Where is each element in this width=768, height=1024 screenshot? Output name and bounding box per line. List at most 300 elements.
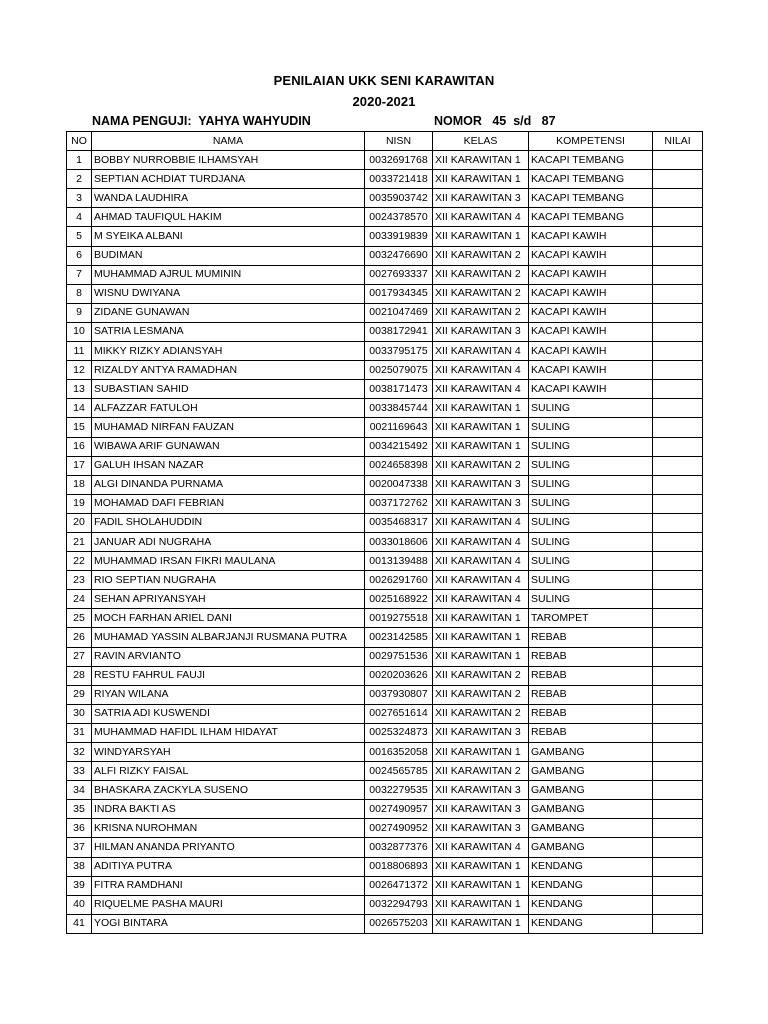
cell-nilai xyxy=(653,800,703,819)
cell-no: 22 xyxy=(67,552,92,571)
assessment-table xyxy=(66,131,703,934)
cell-kompetensi: KACAPI KAWIH xyxy=(529,284,653,303)
cell-kelas: XII KARAWITAN 1 xyxy=(433,895,529,914)
column-header-nisn: NISN xyxy=(365,132,433,151)
cell-nilai xyxy=(653,475,703,494)
cell-kompetensi: KACAPI KAWIH xyxy=(529,265,653,284)
cell-kelas: XII KARAWITAN 4 xyxy=(433,532,529,551)
table-row xyxy=(67,151,703,170)
cell-nama: AHMAD TAUFIQUL HAKIM xyxy=(92,208,365,227)
cell-no: 40 xyxy=(67,895,92,914)
table-row xyxy=(67,303,703,322)
table-row xyxy=(67,704,703,723)
cell-kelas: XII KARAWITAN 2 xyxy=(433,265,529,284)
table-row xyxy=(67,800,703,819)
cell-nisn: 0033018606 xyxy=(365,532,433,551)
cell-nisn: 0035468317 xyxy=(365,513,433,532)
cell-nama: MUHAMMAD IRSAN FIKRI MAULANA xyxy=(92,552,365,571)
table-row xyxy=(67,456,703,475)
cell-nilai xyxy=(653,456,703,475)
cell-no: 27 xyxy=(67,647,92,666)
cell-nilai xyxy=(653,914,703,933)
cell-no: 10 xyxy=(67,322,92,341)
cell-nilai xyxy=(653,876,703,895)
cell-kelas: XII KARAWITAN 1 xyxy=(433,151,529,170)
examiner-name: YAHYA WAHYUDIN xyxy=(198,114,311,128)
cell-no: 24 xyxy=(67,590,92,609)
cell-kompetensi: REBAB xyxy=(529,666,653,685)
cell-nilai xyxy=(653,189,703,208)
table-row xyxy=(67,265,703,284)
cell-kompetensi: SULING xyxy=(529,494,653,513)
cell-kompetensi: KACAPI KAWIH xyxy=(529,380,653,399)
column-header-nama: NAMA xyxy=(92,132,365,151)
table-header xyxy=(67,132,703,151)
cell-kompetensi: REBAB xyxy=(529,647,653,666)
cell-nisn: 0038172941 xyxy=(365,322,433,341)
cell-nilai xyxy=(653,151,703,170)
cell-nilai xyxy=(653,399,703,418)
cell-nama: ALGI DINANDA PURNAMA xyxy=(92,475,365,494)
table-row xyxy=(67,647,703,666)
cell-nama: SATRIA LESMANA xyxy=(92,322,365,341)
cell-no: 15 xyxy=(67,418,92,437)
cell-nisn: 0025079075 xyxy=(365,361,433,380)
cell-nisn: 0027490952 xyxy=(365,819,433,838)
cell-nama: RESTU FAHRUL FAUJI xyxy=(92,666,365,685)
cell-nisn: 0021169643 xyxy=(365,418,433,437)
cell-nama: ADITIYA PUTRA xyxy=(92,857,365,876)
cell-nama: RIZALDY ANTYA RAMADHAN xyxy=(92,361,365,380)
cell-no: 3 xyxy=(67,189,92,208)
cell-no: 13 xyxy=(67,380,92,399)
cell-nisn: 0037930807 xyxy=(365,685,433,704)
cell-kelas: XII KARAWITAN 4 xyxy=(433,380,529,399)
cell-nama: WINDYARSYAH xyxy=(92,743,365,762)
cell-kompetensi: GAMBANG xyxy=(529,762,653,781)
cell-nilai xyxy=(653,380,703,399)
cell-nilai xyxy=(653,571,703,590)
cell-nilai xyxy=(653,685,703,704)
cell-kelas: XII KARAWITAN 1 xyxy=(433,418,529,437)
examiner-label: NAMA PENGUJI: xyxy=(92,114,192,128)
table-row xyxy=(67,361,703,380)
table-row xyxy=(67,227,703,246)
cell-nisn: 0032691768 xyxy=(365,151,433,170)
cell-nama: KRISNA NUROHMAN xyxy=(92,819,365,838)
cell-kelas: XII KARAWITAN 3 xyxy=(433,494,529,513)
cell-nama: RIO SEPTIAN NUGRAHA xyxy=(92,571,365,590)
cell-no: 34 xyxy=(67,781,92,800)
cell-kelas: XII KARAWITAN 4 xyxy=(433,590,529,609)
cell-kompetensi: GAMBANG xyxy=(529,838,653,857)
cell-nisn: 0024378570 xyxy=(365,208,433,227)
cell-nisn: 0032877376 xyxy=(365,838,433,857)
cell-kelas: XII KARAWITAN 2 xyxy=(433,246,529,265)
table-row xyxy=(67,418,703,437)
cell-kelas: XII KARAWITAN 1 xyxy=(433,876,529,895)
cell-nama: SUBASTIAN SAHID xyxy=(92,380,365,399)
cell-nisn: 0020047338 xyxy=(365,475,433,494)
cell-nilai xyxy=(653,666,703,685)
cell-kelas: XII KARAWITAN 4 xyxy=(433,838,529,857)
cell-kelas: XII KARAWITAN 3 xyxy=(433,781,529,800)
cell-kelas: XII KARAWITAN 1 xyxy=(433,609,529,628)
cell-kompetensi: REBAB xyxy=(529,723,653,742)
cell-nisn: 0020203626 xyxy=(365,666,433,685)
cell-nilai xyxy=(653,628,703,647)
cell-nama: ALFAZZAR FATULOH xyxy=(92,399,365,418)
cell-kompetensi: SULING xyxy=(529,418,653,437)
table-row xyxy=(67,284,703,303)
cell-no: 21 xyxy=(67,532,92,551)
table-row xyxy=(67,552,703,571)
table-row xyxy=(67,914,703,933)
table-row xyxy=(67,609,703,628)
cell-no: 14 xyxy=(67,399,92,418)
cell-nama: SEHAN APRIYANSYAH xyxy=(92,590,365,609)
cell-nilai xyxy=(653,437,703,456)
cell-nama: BOBBY NURROBBIE ILHAMSYAH xyxy=(92,151,365,170)
table-row xyxy=(67,494,703,513)
cell-kompetensi: KACAPI KAWIH xyxy=(529,322,653,341)
table-row xyxy=(67,781,703,800)
cell-nisn: 0033795175 xyxy=(365,342,433,361)
cell-nisn: 0016352058 xyxy=(365,743,433,762)
table-row xyxy=(67,723,703,742)
cell-kompetensi: KACAPI TEMBANG xyxy=(529,189,653,208)
table-row xyxy=(67,189,703,208)
number-range-label: NOMOR xyxy=(434,114,482,128)
cell-kelas: XII KARAWITAN 4 xyxy=(433,361,529,380)
cell-nilai xyxy=(653,838,703,857)
cell-kompetensi: GAMBANG xyxy=(529,743,653,762)
cell-nama: SATRIA ADI KUSWENDI xyxy=(92,704,365,723)
table-row xyxy=(67,685,703,704)
cell-kompetensi: SULING xyxy=(529,475,653,494)
cell-nilai xyxy=(653,532,703,551)
academic-year: 2020-2021 xyxy=(352,94,416,109)
table-row xyxy=(67,666,703,685)
cell-kompetensi: KENDANG xyxy=(529,857,653,876)
cell-nama: BHASKARA ZACKYLA SUSENO xyxy=(92,781,365,800)
cell-nilai xyxy=(653,208,703,227)
cell-no: 16 xyxy=(67,437,92,456)
cell-nilai xyxy=(653,246,703,265)
column-header-no: NO xyxy=(67,132,92,151)
cell-no: 30 xyxy=(67,704,92,723)
cell-kompetensi: KACAPI TEMBANG xyxy=(529,151,653,170)
cell-nilai xyxy=(653,895,703,914)
cell-no: 4 xyxy=(67,208,92,227)
cell-no: 19 xyxy=(67,494,92,513)
cell-kompetensi: SULING xyxy=(529,552,653,571)
cell-nilai xyxy=(653,227,703,246)
cell-nilai xyxy=(653,647,703,666)
cell-nisn: 0026291760 xyxy=(365,571,433,590)
table-row xyxy=(67,399,703,418)
cell-nisn: 0013139488 xyxy=(365,552,433,571)
cell-nama: BUDIMAN xyxy=(92,246,365,265)
cell-nama: FADIL SHOLAHUDDIN xyxy=(92,513,365,532)
cell-nisn: 0032279535 xyxy=(365,781,433,800)
cell-kompetensi: KACAPI KAWIH xyxy=(529,227,653,246)
cell-no: 32 xyxy=(67,743,92,762)
table-row xyxy=(67,532,703,551)
cell-kelas: XII KARAWITAN 1 xyxy=(433,743,529,762)
cell-nisn: 0032294793 xyxy=(365,895,433,914)
table-row xyxy=(67,380,703,399)
cell-no: 28 xyxy=(67,666,92,685)
cell-nilai xyxy=(653,552,703,571)
cell-kelas: XII KARAWITAN 2 xyxy=(433,666,529,685)
cell-nisn: 0026471372 xyxy=(365,876,433,895)
cell-kompetensi: SULING xyxy=(529,532,653,551)
cell-nisn: 0027651614 xyxy=(365,704,433,723)
column-header-nilai: NILAI xyxy=(653,132,703,151)
cell-nama: JANUAR ADI NUGRAHA xyxy=(92,532,365,551)
column-header-kompetensi: KOMPETENSI xyxy=(529,132,653,151)
table-row xyxy=(67,208,703,227)
cell-nisn: 0018806893 xyxy=(365,857,433,876)
cell-kelas: XII KARAWITAN 3 xyxy=(433,189,529,208)
cell-nisn: 0035903742 xyxy=(365,189,433,208)
cell-no: 39 xyxy=(67,876,92,895)
cell-no: 7 xyxy=(67,265,92,284)
table-row xyxy=(67,762,703,781)
cell-nama: M SYEIKA ALBANI xyxy=(92,227,365,246)
table-row xyxy=(67,590,703,609)
table-row xyxy=(67,513,703,532)
cell-kelas: XII KARAWITAN 4 xyxy=(433,513,529,532)
cell-nama: ZIDANE GUNAWAN xyxy=(92,303,365,322)
table-body xyxy=(67,151,703,934)
cell-nilai xyxy=(653,513,703,532)
cell-kelas: XII KARAWITAN 3 xyxy=(433,819,529,838)
cell-kompetensi: KACAPI KAWIH xyxy=(529,246,653,265)
cell-kelas: XII KARAWITAN 2 xyxy=(433,685,529,704)
cell-kelas: XII KARAWITAN 1 xyxy=(433,857,529,876)
cell-nilai xyxy=(653,762,703,781)
cell-kelas: XII KARAWITAN 1 xyxy=(433,647,529,666)
cell-nisn: 0026575203 xyxy=(365,914,433,933)
cell-no: 26 xyxy=(67,628,92,647)
cell-kelas: XII KARAWITAN 2 xyxy=(433,704,529,723)
cell-nama: GALUH IHSAN NAZAR xyxy=(92,456,365,475)
table-row xyxy=(67,246,703,265)
cell-nilai xyxy=(653,857,703,876)
cell-kompetensi: SULING xyxy=(529,513,653,532)
column-header-kelas: KELAS xyxy=(433,132,529,151)
cell-nilai xyxy=(653,361,703,380)
cell-kelas: XII KARAWITAN 2 xyxy=(433,456,529,475)
cell-no: 20 xyxy=(67,513,92,532)
cell-kelas: XII KARAWITAN 4 xyxy=(433,342,529,361)
table-row xyxy=(67,819,703,838)
cell-nilai xyxy=(653,743,703,762)
cell-nama: RIYAN WILANA xyxy=(92,685,365,704)
cell-kompetensi: KENDANG xyxy=(529,895,653,914)
cell-nisn: 0033919839 xyxy=(365,227,433,246)
table-row xyxy=(67,437,703,456)
cell-kelas: XII KARAWITAN 1 xyxy=(433,437,529,456)
cell-nilai xyxy=(653,590,703,609)
cell-nisn: 0033845744 xyxy=(365,399,433,418)
cell-kompetensi: GAMBANG xyxy=(529,819,653,838)
cell-kompetensi: KACAPI KAWIH xyxy=(529,361,653,380)
cell-kelas: XII KARAWITAN 2 xyxy=(433,303,529,322)
cell-nisn: 0017934345 xyxy=(365,284,433,303)
cell-nisn: 0027693337 xyxy=(365,265,433,284)
cell-nama: SEPTIAN ACHDIAT TURDJANA xyxy=(92,170,365,189)
cell-nisn: 0029751536 xyxy=(365,647,433,666)
cell-no: 31 xyxy=(67,723,92,742)
cell-nama: RAVIN ARVIANTO xyxy=(92,647,365,666)
cell-nilai xyxy=(653,609,703,628)
cell-nilai xyxy=(653,819,703,838)
cell-nama: RIQUELME PASHA MAURI xyxy=(92,895,365,914)
table-row xyxy=(67,170,703,189)
cell-no: 5 xyxy=(67,227,92,246)
cell-kelas: XII KARAWITAN 1 xyxy=(433,399,529,418)
cell-nisn: 0032476690 xyxy=(365,246,433,265)
cell-kelas: XII KARAWITAN 3 xyxy=(433,723,529,742)
cell-nisn: 0033721418 xyxy=(365,170,433,189)
cell-kompetensi: KACAPI TEMBANG xyxy=(529,208,653,227)
cell-kompetensi: SULING xyxy=(529,437,653,456)
cell-nilai xyxy=(653,418,703,437)
cell-nama: YOGI BINTARA xyxy=(92,914,365,933)
cell-nilai xyxy=(653,303,703,322)
cell-nilai xyxy=(653,781,703,800)
cell-nilai xyxy=(653,494,703,513)
table-row xyxy=(67,876,703,895)
header-row xyxy=(67,132,703,151)
cell-nama: MUHAMAD YASSIN ALBARJANJI RUSMANA PUTRA xyxy=(92,628,365,647)
cell-nama: WIBAWA ARIF GUNAWAN xyxy=(92,437,365,456)
cell-no: 12 xyxy=(67,361,92,380)
cell-no: 33 xyxy=(67,762,92,781)
number-range-line xyxy=(434,114,556,128)
cell-kelas: XII KARAWITAN 4 xyxy=(433,208,529,227)
cell-nilai xyxy=(653,342,703,361)
table-row xyxy=(67,857,703,876)
cell-nisn: 0023142585 xyxy=(365,628,433,647)
cell-nama: MUHAMMAD HAFIDL ILHAM HIDAYAT xyxy=(92,723,365,742)
cell-nisn: 0024658398 xyxy=(365,456,433,475)
cell-nilai xyxy=(653,265,703,284)
cell-kelas: XII KARAWITAN 1 xyxy=(433,170,529,189)
cell-nisn: 0025168922 xyxy=(365,590,433,609)
cell-kompetensi: SULING xyxy=(529,399,653,418)
cell-kompetensi: KENDANG xyxy=(529,914,653,933)
cell-kompetensi: REBAB xyxy=(529,628,653,647)
examiner-line xyxy=(92,114,311,128)
cell-kompetensi: KACAPI KAWIH xyxy=(529,303,653,322)
cell-kompetensi: REBAB xyxy=(529,704,653,723)
cell-nilai xyxy=(653,704,703,723)
cell-no: 41 xyxy=(67,914,92,933)
cell-kompetensi: KACAPI TEMBANG xyxy=(529,170,653,189)
cell-no: 17 xyxy=(67,456,92,475)
cell-kompetensi: GAMBANG xyxy=(529,781,653,800)
cell-nisn: 0037172762 xyxy=(365,494,433,513)
cell-kompetensi: REBAB xyxy=(529,685,653,704)
cell-no: 38 xyxy=(67,857,92,876)
cell-nisn: 0034215492 xyxy=(365,437,433,456)
cell-kompetensi: SULING xyxy=(529,571,653,590)
cell-kompetensi: KENDANG xyxy=(529,876,653,895)
cell-kompetensi: KACAPI KAWIH xyxy=(529,342,653,361)
table-row xyxy=(67,322,703,341)
cell-no: 1 xyxy=(67,151,92,170)
cell-nama: MOCH FARHAN ARIEL DANI xyxy=(92,609,365,628)
cell-nisn: 0024565785 xyxy=(365,762,433,781)
document-title: PENILAIAN UKK SENI KARAWITAN xyxy=(273,73,495,88)
cell-nama: WISNU DWIYANA xyxy=(92,284,365,303)
number-range-value: 45 s/d 87 xyxy=(492,114,556,128)
table-row xyxy=(67,475,703,494)
cell-no: 29 xyxy=(67,685,92,704)
cell-nama: INDRA BAKTI AS xyxy=(92,800,365,819)
table-row xyxy=(67,571,703,590)
cell-nama: MUHAMMAD AJRUL MUMININ xyxy=(92,265,365,284)
cell-no: 35 xyxy=(67,800,92,819)
cell-nama: MUHAMAD NIRFAN FAUZAN xyxy=(92,418,365,437)
cell-kelas: XII KARAWITAN 3 xyxy=(433,475,529,494)
cell-kelas: XII KARAWITAN 3 xyxy=(433,322,529,341)
cell-nilai xyxy=(653,322,703,341)
cell-nama: FITRA RAMDHANI xyxy=(92,876,365,895)
cell-no: 18 xyxy=(67,475,92,494)
table-row xyxy=(67,743,703,762)
cell-no: 23 xyxy=(67,571,92,590)
cell-kelas: XII KARAWITAN 2 xyxy=(433,762,529,781)
cell-nisn: 0038171473 xyxy=(365,380,433,399)
cell-kelas: XII KARAWITAN 4 xyxy=(433,552,529,571)
cell-kompetensi: SULING xyxy=(529,456,653,475)
table-row xyxy=(67,895,703,914)
cell-no: 6 xyxy=(67,246,92,265)
cell-kompetensi: SULING xyxy=(529,590,653,609)
cell-no: 11 xyxy=(67,342,92,361)
cell-nama: MOHAMAD DAFI FEBRIAN xyxy=(92,494,365,513)
cell-kelas: XII KARAWITAN 1 xyxy=(433,628,529,647)
cell-kelas: XII KARAWITAN 1 xyxy=(433,914,529,933)
cell-no: 25 xyxy=(67,609,92,628)
cell-nisn: 0027490957 xyxy=(365,800,433,819)
cell-nama: HILMAN ANANDA PRIYANTO xyxy=(92,838,365,857)
cell-kelas: XII KARAWITAN 4 xyxy=(433,571,529,590)
table-row xyxy=(67,838,703,857)
cell-kompetensi: GAMBANG xyxy=(529,800,653,819)
cell-nama: MIKKY RIZKY ADIANSYAH xyxy=(92,342,365,361)
cell-nilai xyxy=(653,723,703,742)
cell-nilai xyxy=(653,170,703,189)
cell-nama: ALFI RIZKY FAISAL xyxy=(92,762,365,781)
cell-no: 36 xyxy=(67,819,92,838)
cell-no: 9 xyxy=(67,303,92,322)
cell-no: 37 xyxy=(67,838,92,857)
cell-nilai xyxy=(653,284,703,303)
cell-nama: WANDA LAUDHIRA xyxy=(92,189,365,208)
cell-kompetensi: TAROMPET xyxy=(529,609,653,628)
table-row xyxy=(67,628,703,647)
cell-kelas: XII KARAWITAN 3 xyxy=(433,800,529,819)
cell-no: 8 xyxy=(67,284,92,303)
cell-nisn: 0025324873 xyxy=(365,723,433,742)
cell-kelas: XII KARAWITAN 2 xyxy=(433,284,529,303)
